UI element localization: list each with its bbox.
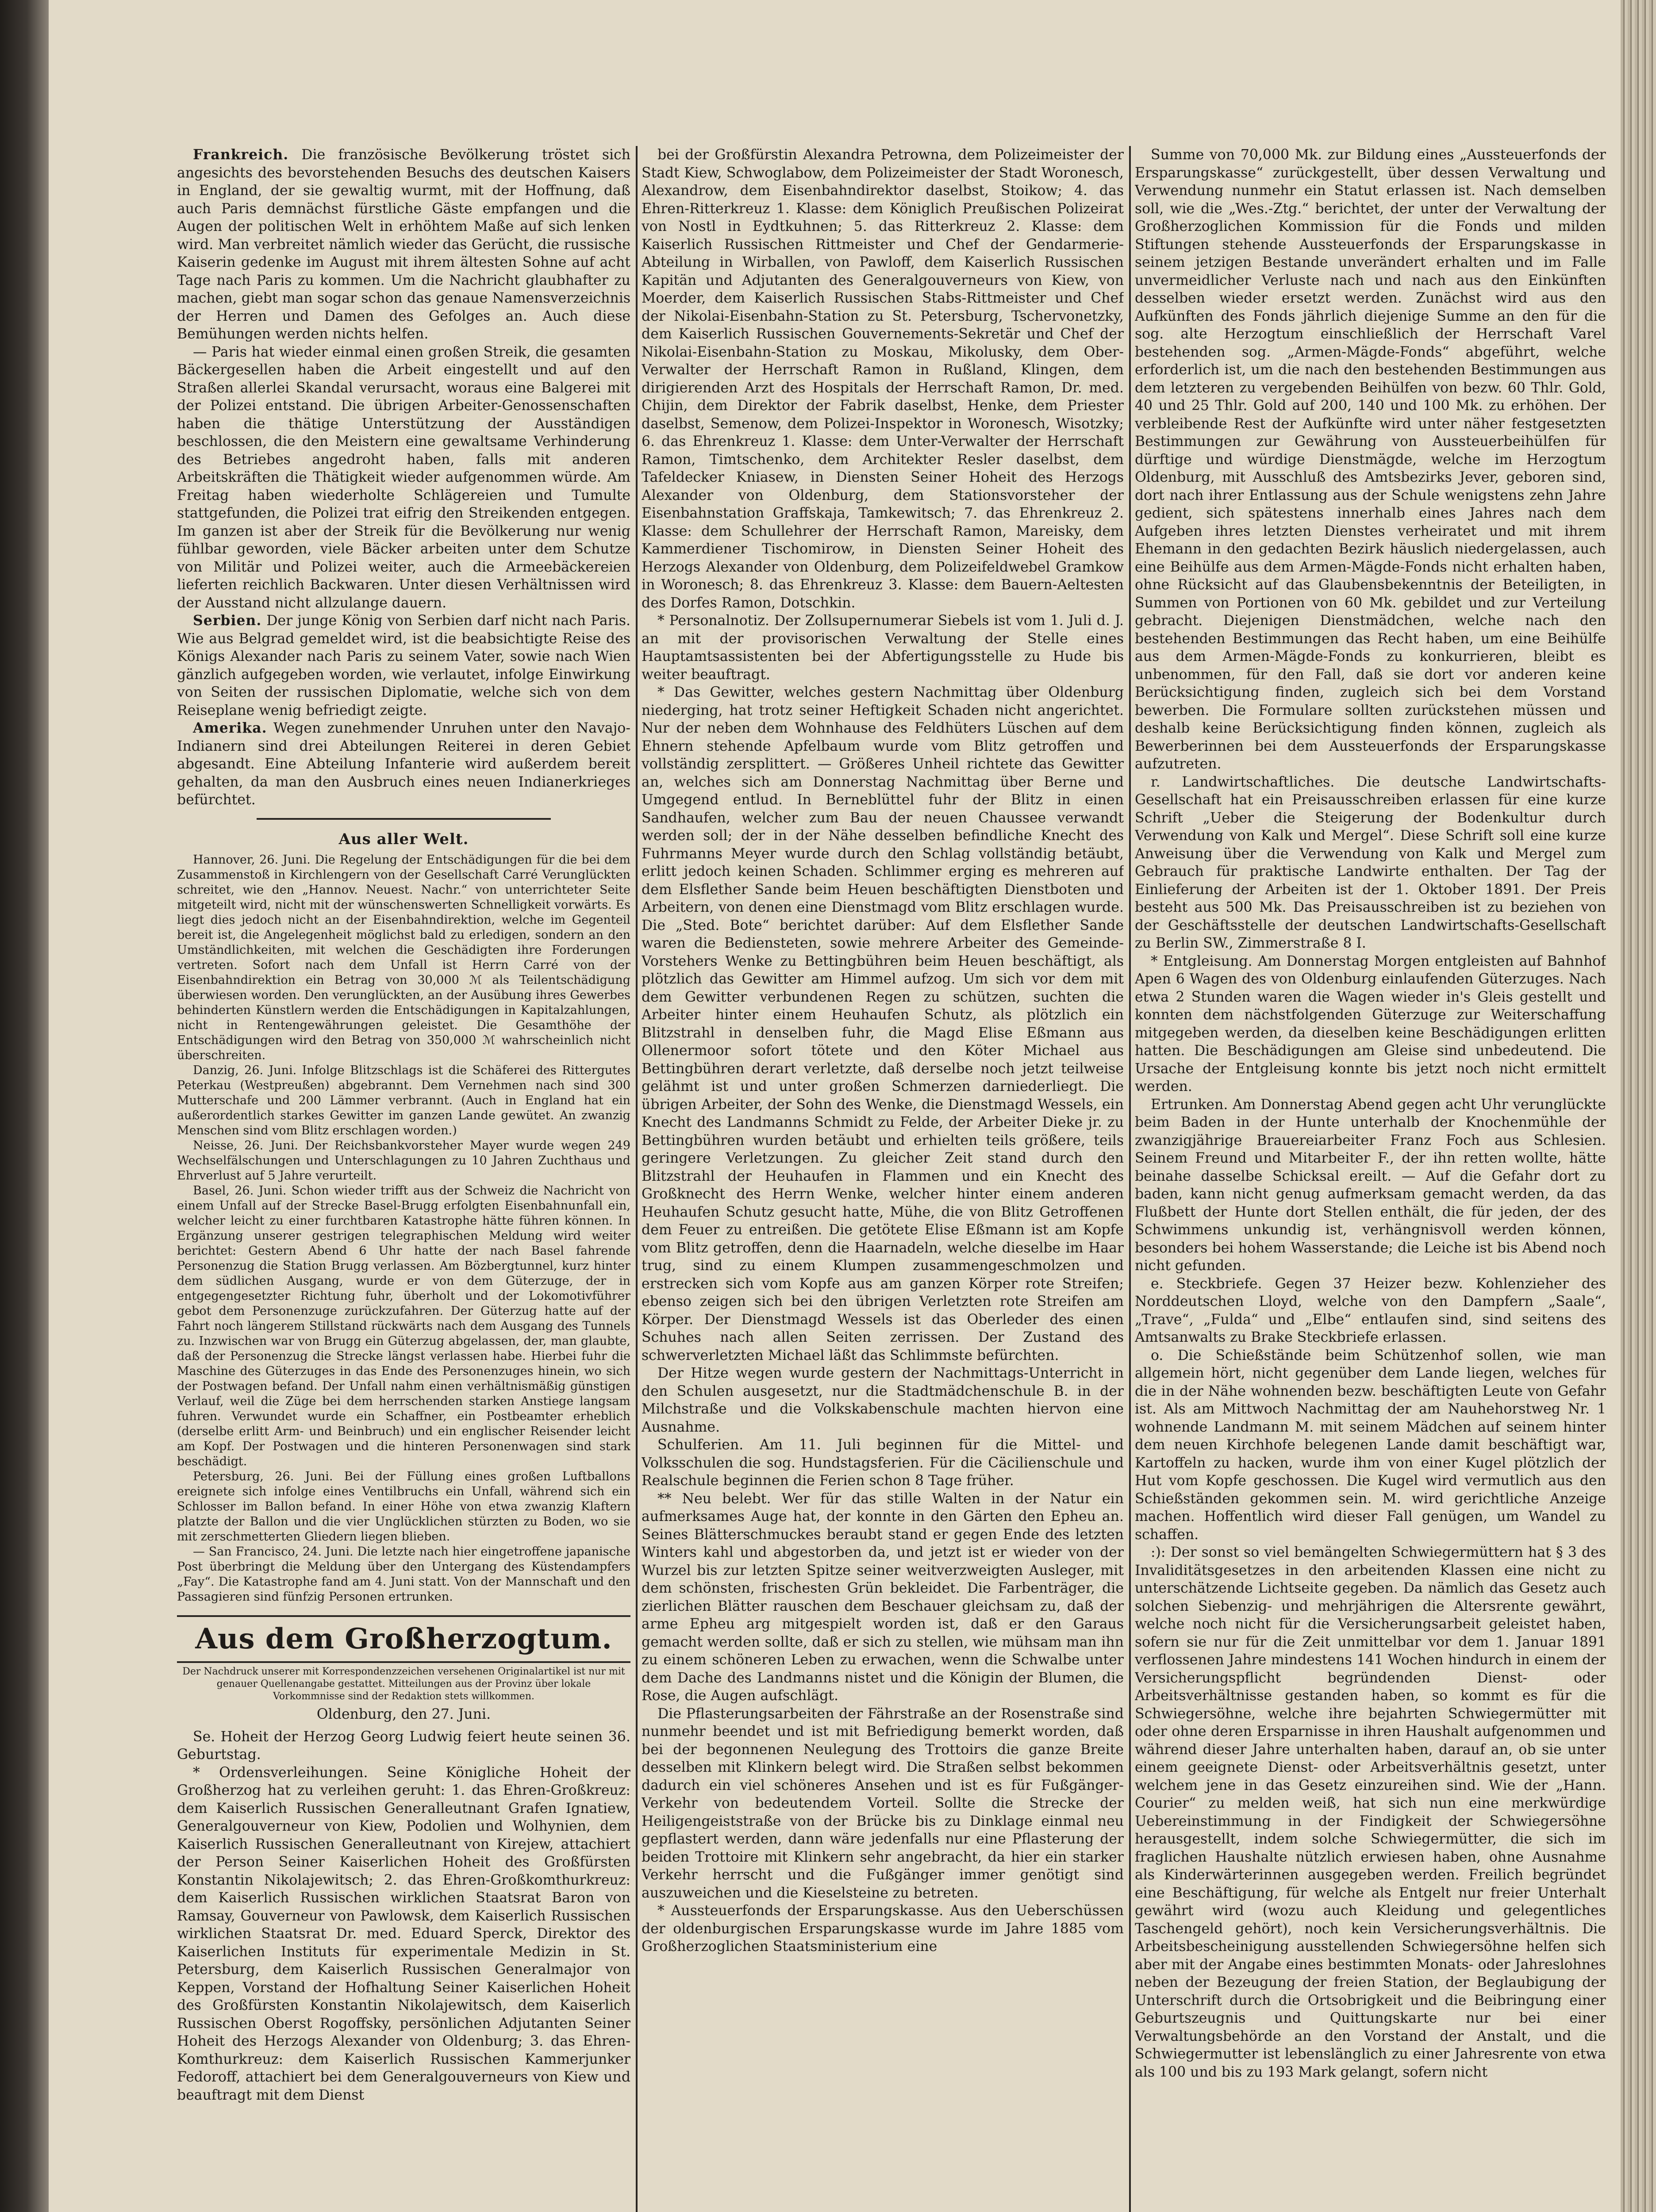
article-paris: — Paris hat wieder einmal einen großen Streik, die gesamten Bäckergesellen haben die Arbeit eingestellt und auf den Straßen allerlei Skandal verursacht, woraus eine Balgerei mit der Polizei entstand. Die übrigen Arbeiter-Genossenschaften haben die thätige Unterstützung der Ausständigen beschlossen, die den Meistern eine gewaltsame Verhinderung des Betriebes angedroht haben, falls mit anderen Arbeitskräften die Thätigkeit wieder aufgenommen würde. Am Freitag haben wiederholte Schlägereien und Tumulte stattgefunden, die Polizei trat eifrig den Streikenden entgegen. Im ganzen ist aber der Streik für die Bevölkerung nur wenig fühlbar geworden, viele Bäcker arbeiten unter dem Schutze von Militär und Polizei weiter, auch die Armeebäckereien lieferten reichlich Backwaren. Unter diesen Verhältnissen wird der Ausstand nicht allzulange dauern. <box>177 344 630 611</box>
article-steckbriefe: e. Steckbriefe. Gegen 37 Heizer bezw. Kohlenzieher des Norddeutschen Lloyd, welche von den Dampfern „Saale“, „Trave“, „Fulda“ und „Elbe“ entlaufen sind, sind seitens des Amtsanwalts zu Brake Steckbriefe erlassen. <box>1135 1275 1606 1345</box>
article-hoheit: Se. Hoheit der Herzog Georg Ludwig feiert heute seinen 36. Geburtstag. <box>177 1728 630 1763</box>
news-basel: Basel, 26. Juni. Schon wieder trifft aus der Schweiz die Nachricht von einem Unfall auf der Strecke Basel-Brugg erfolgten Eisenbahnunfall ein, welcher leicht zu einer furchtbaren Katastrophe hätte führen können. In Ergänzung unserer gestrigen telegraphischen Meldung wird weiter berichtet: Gestern Abend 6 Uhr hatte der nach Basel fahrende Personenzug die Station Brugg verlassen. Am Bözbergtunnel, kurz hinter dem südlichen Ausgang, wurde er von dem Güterzuge, der in entgegengesetzter Richtung fuhr, überholt und der Lokomotivführer gebot dem Personenzuge zurückzufahren. Der Güterzug hatte auf der Fahrt noch längerem Stillstand rückwärts nach dem Ausgang des Tunnels zu. Inzwischen war von Brugg ein Güterzug abgelassen, der, man glaubte, daß der Personenzug die Strecke längst verlassen habe. Hierbei fuhr die Maschine des Güterzuges in das Ende des Personenzuges hinein, wo sich der Postwagen befand. Der Unfall nahm einen verhältnismäßig günstigen Verlauf, weil die Züge bei dem herrschenden starken Anstiege langsam fuhren. Verwundet wurde ein Schaffner, ein Postbeamter erheblich (derselbe erlitt Arm- und Beinbruch) und ein englischer Reisender leicht am Kopf. Der Postwagen und die hinteren Personenwagen sind stark beschädigt. <box>177 1184 630 1468</box>
article-frankreich <box>177 146 630 343</box>
article-personalnotiz: * Personalnotiz. Der Zollsupernumerar Siebels ist vom 1. Juli d. J. an mit der provisorischen Verwaltung der Stelle eines Hauptamtsassistenten bei der Abfertigungsstelle zu Hude bis weiter beauftragt. <box>642 613 1124 683</box>
column-1 <box>177 146 630 2212</box>
article-lead: Amerika. <box>193 720 267 736</box>
article-schwiegermuetter: :): Der sonst so viel bemängelten Schwiegermüttern hat § 3 des Invaliditätsgesetzes in den arbeitenden Klassen eine nicht zu unterschätzende Lichtseite gegeben. Da nämlich das Gesetz auch solchen Siebenzig- und mehrjährigen die Altersrente gewährt, welche noch nicht für die Versicherungsarbeit geleistet haben, sofern sie nur für die Zeit unmittelbar vor dem 1. Januar 1891 verflossenen Jahre mindestens 141 Wochen hindurch in einem der Versicherungspflicht begründenden Dienst- oder Arbeitsverhältnisse gestanden haben, so kommt es für die Schwiegersöhne, welche ihre bejahrten Schwiegermütter mit oder ohne deren Ersparnisse in ihren Haushalt aufgenommen und während dieser Jahre unterhalten haben, darauf an, ob sie unter einem geeignete Dienst- oder Arbeitsverhältnis gesetzt, unter welchem jene in das Gesetz einzureihen sind. Wie der „Hann. Courier“ zu melden weiß, hat sich nun eine merkwürdige Uebereinstimmung in der Findigkeit der Schwiegersöhne herausgestellt, indem solche Schwiegermütter, die sich im fraglichen Haushalte nützlich erwiesen haben, ohne Ausnahme als Kinderwärterinnen ausgegeben werden. Freilich begründet eine Beschäftigung, für welche als Entgelt nur freier Unterhalt gewährt wird (wozu auch Kleidung und gelegentliches Taschengeld gehört), noch kein Versicherungsverhältnis. Die Arbeitsbescheinigung ausstellenden Schwiegersöhne helfen sich aber mit der Angabe eines bestimmten Monats- oder Jahreslohnes neben der Bezeugung der freien Station, der Beglaubigung der Unterschrift durch die Ortsobrigkeit und die Beibringung einer Geburtszeugnis und Quittungskarte nur bei einer Verwaltungsbehörde an den Vorstand der Anstalt, und die Schwiegermutter ist lebenslänglich zu einer Jahresrente von etwa als 100 und bis zu 193 Mark gelangt, sofern nicht <box>1135 1544 1606 2080</box>
article-gewitter: * Das Gewitter, welches gestern Nachmittag über Oldenburg niederging, hat trotz seiner Heftigkeit Schaden nicht angerichtet. Nur der neben dem Wohnhause des Feldhüters Lüschen auf dem Ehnern stehende Apfelbaum wurde vom Blitz getroffen und vollständig zersplittert. — Größeres Unheil richtete das Gewitter an, welches sich am Donnerstag Nachmittag über Berne und Umgegend entlud. In Berneblüttel fuhr der Blitz in einen Sandhaufen, welcher zum Bau der neuen Chaussee verwandt werden soll; der in der Nähe desselben befindliche Knecht des Fuhrmanns Meyer wurde durch den Schlag vollständig betäubt, erlitt jedoch keinen Schaden. Schlimmer erging es mehreren auf dem Elsflether Sande beim Heuen beschäftigten Dienstboten und Arbeitern, von denen eine Dienstmagd vom Blitz erschlagen wurde. Die „Sted. Bote“ berichtet darüber: Auf dem Elsflether Sande waren die Bediensteten, sowie mehrere Arbeiter des Gemeinde-Vorstehers Wenke zu Bettingbühren beim Heuen beschäftigt, als plötzlich das Gewitter am Himmel aufzog. Um sich vor dem mit dem Gewitter verbundenen Regen zu schützen, suchten die Arbeiter hinter einem Heuhaufen Schutz, als plötzlich ein Blitzstrahl in denselben fuhr, die Magd Elise Eßmann aus Ollenermoor sofort tötete und den Köter Michael aus Bettingbühren derart verletzte, daß derselbe noch jetzt teilweise gelähmt ist und unter großen Schmerzen darniederliegt. Die übrigen Arbeiter, der Sohn des Wenke, die Dienstmagd Wessels, ein Knecht des Landmanns Schmidt zu Felde, der Arbeiter Dieke jr. zu Bettingbühren wurden betäubt und erhielten teils größere, teils geringere Verletzungen. Zu gleicher Zeit stand durch den Blitzstrahl der Heuhaufen in Flammen und ein Knecht des Großknecht des Herrn Wenke, welcher hinter einem anderen Heuhaufen Schutz gesucht hatte, Mühe, die von Blitz Getroffenen dem Feuer zu entreißen. Die getötete Elise Eßmann ist am Kopfe vom Blitz getroffen, denn die Haarnadeln, welche dieselbe im Haar trug, sind zu einem Klumpen zusammengeschmolzen und erstrecken sich vom Kopfe aus am ganzen Körper rote Streifen; ebenso zeigen sich bei den übrigen Verletzten rote Streifen am Körper. Der Dienstmagd Wessels ist das Oberleder des einen Schuhes nach allen Seiten zerrissen. Der Zustand des schwerverletzten Michael läßt das Schlimmste befürchten. <box>642 684 1124 1363</box>
column-2 <box>642 146 1124 2212</box>
article-lead: Frankreich. <box>193 146 289 163</box>
news-neisse: Neisse, 26. Juni. Der Reichsbankvorsteher Mayer wurde wegen 249 Wechselfälschungen und Unterschlagungen zu 10 Jahren Zuchthaus und Ehrverlust auf 5 Jahre verurteilt. <box>177 1139 630 1183</box>
article-orden: * Ordensverleihungen. Seine Königliche Hoheit der Großherzog hat zu verleihen geruht: 1. das Ehren-Großkreuz: dem Kaiserlich Russischen Generalleutnant Grafen Ignatiew, Generalgouverneur von Kiew, Podolien und Wolhynien, dem Kaiserlich Russischen Generalleutnant von Kirejew, attachiert der Person Seiner Kaiserlichen Hoheit des Großfürsten Konstantin Nikolajewitsch; 2. das Ehren-Großkomthurkreuz: dem Kaiserlich Russischen wirklichen Staatsrat Baron von Ramsay, Gouverneur von Pawlowsk, dem Kaiserlich Russischen wirklichen Staatsrat Dr. med. Eduard Sperck, Direktor des Kaiserlichen Instituts für experimentale Medizin in St. Petersburg, dem Kaiserlich Russischen Generalmajor von Keppen, Vorstand der Hofhaltung Seiner Kaiserlichen Hoheit des Großfürsten Konstantin Nikolajewitsch, dem Kaiserlich Russischen Oberst Rogoffsky, persönlichen Adjutanten Seiner Hoheit des Herzogs Alexander von Oldenburg; 3. das Ehren-Komthurkreuz: dem Kaiserlich Russischen Kammerjunker Fedoroff, attachiert bei dem Generalgouverneurs von Kiew und beauftragt mit dem Dienst <box>177 1764 630 2103</box>
article-amerika <box>177 719 630 809</box>
article-aussteuerfonds-continued: Summe von 70,000 Mk. zur Bildung eines „Aussteuerfonds der Ersparungskasse“ zurückgestellt, über dessen Verwaltung und Verwendung nunmehr ein Statut erlassen ist. Nach demselben soll, wie die „Wes.-Ztg.“ berichtet, der unter der Verwaltung der Großherzoglichen Kommission für die Fonds und milden Stiftungen stehende Aussteuerfonds der Ersparungskasse in seinem jetzigen Bestande unverändert erhalten und im Falle unvermeidlicher Verluste nach und nach aus den Einkünften desselben wieder ersetzt werden. Zunächst wird aus den Aufkünften des Fonds jährlich diejenige Summe an den für die sog. alte Herzogtum einschließlich der Herrschaft Varel bestehenden sog. „Armen-Mägde-Fonds“ abgeführt, welche erforderlich ist, um die nach den bestehenden Bestimmungen aus dem letzteren zu vergebenden Beihülfen von bezw. 60 Thlr. Gold, 40 und 25 Thlr. Gold auf 200, 140 und 100 Mk. zu erhöhen. Der verbleibende Rest der Aufkünfte wird unter näher festgesetzten Bestimmungen zur Gewährung von Aussteuerbeihülfen für dürftige und würdige Dienstmägde, welche im Herzogtum Oldenburg, mit Ausschluß des Amtsbezirks Jever, geboren sind, dort nach ihrer Entlassung aus der Schule wenigstens zehn Jahre gedient, sich spätestens innerhalb eines Jahres nach dem Aufgeben ihres letzten Dienstes verheiratet und mit ihrem Ehemann in den gedachten Bezirk häuslich niedergelassen, auch eine Beihülfe aus dem Armen-Mägde-Fonds nicht erhalten haben, ohne Rücksicht auf das Glaubensbekenntnis der Beteiligten, in Summen von Portionen von 60 Mk. gebildet und zur Verteilung gebracht. Diejenigen Dienstmädchen, welche nach den bestehenden Bestimmungen das Recht haben, um eine Beihülfe aus dem Armen-Mägde-Fonds zu konkurrieren, bleibt es unbenommen, für den Fall, daß sie dort vor anderen keine Berücksichtigung finden, zugleich sich bei dem Vorstand bewerben. Die Formulare sollten zurückstehen müssen und deshalb keine Berücksichtigung finden können, zugleich als Bewerberinnen bei dem Aussteuerfonds der Ersparungskasse aufzutreten. <box>1135 147 1606 772</box>
article-hitze: Der Hitze wegen wurde gestern der Nachmittags-Unterricht in den Schulen ausgesetzt, nur die Stadtmädchenschule B. in der Milchstraße und die Volkskabenschule machten hiervon eine Ausnahme. <box>642 1365 1124 1435</box>
section-heading-herzogtum: Aus dem Großherzogtum. <box>195 1622 612 1655</box>
article-orden-continued: bei der Großfürstin Alexandra Petrowna, dem Polizeimeister der Stadt Kiew, Schwoglabow, dem Polizeimeister der Stadt Woronesch, Alexandrow, dem Eisenbahndirektor daselbst, Stoikow; 4. das Ehren-Ritterkreuz 1. Klasse: dem Königlich Preußischen Polizeirat von Nostl in Eydtkuhnen; 5. das Ritterkreuz 2. Klasse: dem Kaiserlich Russischen Rittmeister und Chef der Gendarmerie-Abteilung in Wirballen, von Pawloff, dem Kaiserlich Russischen Kapitän und Adjutanten des Generalgouverneurs von Kiew, von Moerder, dem Kaiserlich Russischen Stabs-Rittmeister und Chef der Nikolai-Eisenbahn-Station zu St. Petersburg, Tschervonetzky, dem Kaiserlich Russischen Gouvernements-Sekretär und Chef der Nikolai-Eisenbahn-Station zu Moskau, Mikolusky, dem Ober-Verwalter der Herrschaft Ramon in Rußland, Klingen, dem dirigierenden Arzt des Hospitals der Herrschaft Ramon, Dr. med. Chijin, dem Direktor der Fabrik daselbst, Henke, dem Priester daselbst, Semenow, dem Polizei-Inspektor in Woronesch, Wisotzky; 6. das Ehrenkreuz 1. Klasse: dem Unter-Verwalter der Herrschaft Ramon, Timtschenko, dem Architekter Resler daselbst, dem Tafeldecker Kniasew, in Diensten Seiner Hoheit des Herzogs Alexander von Oldenburg, dem Stationsvorsteher der Eisenbahnstation Graffskaja, Tamkewitsch; 7. das Ehrenkreuz 2. Klasse: dem Schullehrer der Herrschaft Ramon, Mareisky, dem Kammerdiener Tischomirow, in Diensten Seiner Hoheit des Herzogs Alexander von Oldenburg, dem Polizeifeldwebel Gramkow in Woronesch; 8. das Ehrenkreuz 3. Klasse: dem Bauern-Aeltesten des Dorfes Ramon, Dotschkin. <box>642 147 1124 611</box>
article-body: Der junge König von Serbien darf nicht nach Paris. Wie aus Belgrad gemeldet wird, ist die beabsichtigte Reise des Königs Alexander nach Paris zu seinem Vater, sowie nach Wien gänzlich aufgegeben worden, wie verlautet, infolge Einwirkung von Seiten der russischen Diplomatie, welche sich von dem Reiseplane wenig befriedigt zeigte. <box>177 613 630 718</box>
article-entgleisung: * Entgleisung. Am Donnerstag Morgen entgleisten auf Bahnhof Apen 6 Wagen des von Oldenburg einlaufenden Güterzuges. Nach etwa 2 Stunden waren die Wagen wieder in's Gleis gestellt und konnten dem nächstfolgenden Güterzuge zur Weiterschaffung mitgegeben werden, da dieselben keine Beschädigungen erlitten hatten. Die Beschädigungen am Gleise sind unbedeutend. Die Ursache der Entgleisung konnte bis jetzt noch nicht ermittelt werden. <box>1135 953 1606 1094</box>
article-body: Wegen zunehmender Unruhen unter den Navajo-Indianern sind drei Abteilungen Reiterei in deren Gebiet abgesandt. Eine Abteilung Infanterie wird außerdem bereit gehalten, da man den Ausbruch eines neuen Indianerkrieges befürchtet. <box>177 720 630 808</box>
column-rule-left <box>636 146 638 2212</box>
article-neu-belebt: ** Neu belebt. Wer für das stille Walten in der Natur ein aufmerksames Auge hat, der konnte in den Gärten den Epheu an. Seines Blätterschmuckes beraubt stand er gegen Ende des letzten Winters kahl und abgestorben da, und jetzt ist er wieder von der Wurzel bis zur letzten Spitze seiner weitverzweigten Ausleger, mit dem schönsten, frischesten Grün bekleidet. Die Farbenträger, die zierlichen Blätter rauschen dem Beschauer gleichsam zu, daß der arme Epheu arg mitgespielt worden ist, daß er den Garaus gemacht werden sollte, daß er sich zu stellen, wie mühsam man ihn zu einem schöneren Leben zu erwachen, wenn die Schwalbe unter dem Dache des Landmanns nistet und die Königin der Blumen, die Rose, die Augen aufschlägt. <box>642 1490 1124 1704</box>
reprint-note: Der Nachdruck unserer mit Korrespondenzzeichen versehenen Originalartikel ist nur mit genauer Quellenangabe gestattet. Mitteilungen aus der Provinz über lokale Vorkommnisse sind der Redaktion stets willkommen. <box>182 1666 625 1702</box>
news-petersburg: Petersburg, 26. Juni. Bei der Füllung eines großen Luftballons ereignete sich infolge eines Ventilbruchs ein Unfall, während sich ein Schlosser im Ballon befand. In einer Höhe von etwa zwanzig Klaftern platzte der Ballon und die vier Unglücklichen stürzten zu Boden, wo sie mit zerschmetterten Gliedern liegen blieben. <box>177 1470 630 1544</box>
article-ertrunken: Ertrunken. Am Donnerstag Abend gegen acht Uhr verunglückte beim Baden in der Hunte unterhalb der Knochenmühle der zwanzigjährige Brauereiarbeiter Franz Foch aus Schlesien. Seinem Freund und Mitarbeiter F., der ihn retten wollte, hätte beinahe dasselbe Schicksal ereilt. — Auf die Gefahr dort zu baden, kann nicht genug aufmerksam gemacht werden, da das Flußbett der Hunte dort Stellen enthält, die für jeden, der des Schwimmens unkundig ist, verhängnisvoll werden können, besonders bei hohem Wasserstande; die Leiche ist bis Abend noch nicht gefunden. <box>1135 1096 1606 1274</box>
section-rule <box>257 818 551 820</box>
column-3 <box>1135 146 1606 2212</box>
article-pflasterung: Die Pflasterungsarbeiten der Fährstraße an der Rosenstraße sind nunmehr beendet und ist mit Befriedigung bemerkt worden, daß bei der begonnenen Neulegung des Trottoirs die ganze Breite desselben mit Klinkern belegt wird. Die Straßen selbst bekommen dadurch ein viel schöneres Ansehen und ist es für Fußgänger-Verkehr von bedeutendem Vorteil. Sollte die Strecke der Heiligengeiststraße von der Brücke bis zu Dinklage einmal neu gepflastert werden, dann wäre jedenfalls nur eine Pflasterung der beiden Trottoire mit Klinkern sehr angebracht, da hier ein starker Verkehr herrscht und die Fußgänger immer genötigt sind auszuweichen und die Kieselsteine zu betreten. <box>642 1705 1124 1901</box>
article-schiessstaende: o. Die Schießstände beim Schützenhof sollen, wie man allgemein hört, nicht gegenüber dem Lande liegen, welches für die in der Nähe wohnenden bezw. beschäftigten Leute von Gefahr ist. Als am Mittwoch Nachmittag der am Nauhehorstweg Nr. 1 wohnende Landmann M. mit seinem Mädchen auf seinem hinter dem neuen Kirchhofe belegenen Lande damit beschäftigt war, Kartoffeln zu hacken, wurde ihm von einer Kugel plötzlich der Hut vom Kopfe geschossen. Die Kugel wird vermutlich aus den Schießständen gekommen sein. M. wird gerichtliche Anzeige machen. Hoffentlich wird dieser Fall genügen, um Wandel zu schaffen. <box>1135 1347 1606 1543</box>
dateline: Oldenburg, den 27. Juni. <box>316 1706 491 1722</box>
news-sanfrancisco: — San Francisco, 24. Juni. Die letzte nach hier eingetroffene japanische Post überbringt die Meldung über den Untergang des Küstendampfers „Fay“. Die Katastrophe fand am 4. Juni statt. Von der Mannschaft und den Passagieren sind fünfzig Personen ertrunken. <box>177 1545 630 1604</box>
section-header-box <box>177 1615 630 1663</box>
column-rule-right <box>1129 146 1131 2212</box>
article-serbien <box>177 612 630 719</box>
section-heading-welt: Aus aller Welt. <box>338 830 469 848</box>
book-binding <box>0 0 49 2212</box>
news-danzig: Danzig, 26. Juni. Infolge Blitzschlags ist die Schäferei des Rittergutes Peterkau (Westpreußen) abgebrannt. Dem Vernehmen nach sind 300 Mutterschafe und 200 Lämmer verbrannt. (Auch in England hat ein außerordentlich starkes Gewitter im ganzen Lande gewütet. An zwanzig Menschen sind vom Blitz erschlagen worden.) <box>177 1064 630 1137</box>
welt-news <box>177 853 630 1605</box>
article-landwirtschaft: r. Landwirtschaftliches. Die deutsche Landwirtschafts-Gesellschaft hat ein Preisausschreiben erlassen für eine kurze Schrift „Ueber die Steigerung der Bodenkultur durch Verwendung von Kalk und Mergel“. Diese Schrift soll eine kurze Anweisung über die Verwendung von Kalk und Mergel zum Gebrauch für praktische Landwirte enthalten. Der Tag der Einlieferung der Arbeiten ist der 1. Oktober 1891. Der Preis besteht aus 500 Mk. Das Preisausschreiben ist zu beziehen von der Geschäftsstelle der deutschen Landwirtschafts-Gesellschaft zu Berlin SW., Zimmerstraße 8 I. <box>1135 774 1606 951</box>
article-aussteuerfonds: * Aussteuerfonds der Ersparungskasse. Aus den Ueberschüssen der oldenburgischen Ersparungskasse wurde im Jahre 1885 vom Großherzoglichen Staatsministerium eine <box>642 1903 1124 1955</box>
article-lead: Serbien. <box>193 612 262 629</box>
news-hannover: Hannover, 26. Juni. Die Regelung der Entschädigungen für die bei dem Zusammenstoß in Kirchlengern von der Gesellschaft Carré Verunglückten schreitet, wie den „Hannov. Neuest. Nachr.“ von unterrichteter Seite mitgeteilt wird, nicht mit der wünschenswerten Schnelligkeit vorwärts. Es liegt dies jedoch nicht an der Eisenbahndirektion, welche im Gegenteil bereit ist, die Angelegenheit möglichst bald zu erledigen, sondern an den Umständlichkeiten, mit welchen die Geschädigten ihre Forderungen vertreten. Sofort nach dem Unfall ist Herrn Carré von der Eisenbahndirektion ein Betrag von 30,000 ℳ als Teilentschädigung überwiesen worden. Den verunglückten, an der Ausübung ihres Gewerbes behinderten Künstlern werden die Entschädigungen in Kapitalzahlungen, nicht in Rentengewährungen geleistet. Die Gesamthöhe der Entschädigungen wird den Betrag von 350,000 ℳ wahrscheinlich nicht überschreiten. <box>177 853 630 1062</box>
article-body: Die französische Bevölkerung tröstet sich angesichts des bevorstehenden Besuchs des deutschen Kaisers in England, der sie gewaltig wurmt, mit der Hoffnung, daß auch Paris demnächst fürstliche Gäste empfangen und die Augen der politischen Welt in erhöhtem Maße auf sich lenken wird. Man verbreitet nämlich wieder das Gerücht, die russische Kaiserin gedenke im August mit ihrem ältesten Sohne auf acht Tage nach Paris zu kommen. Um die Nachricht glaubhafter zu machen, giebt man sogar schon das genaue Namensverzeichnis der Herren und Damen des Gefolges an. Auch diese Bemühungen werden nichts helfen. <box>177 147 630 342</box>
article-schulferien: Schulferien. Am 11. Juli beginnen für die Mittel- und Volksschulen die sog. Hundstagsferien. Für die Cäcilienschule und Realschule beginnen die Ferien schon 8 Tage früher. <box>642 1437 1124 1489</box>
page-edges <box>1621 0 1656 2212</box>
